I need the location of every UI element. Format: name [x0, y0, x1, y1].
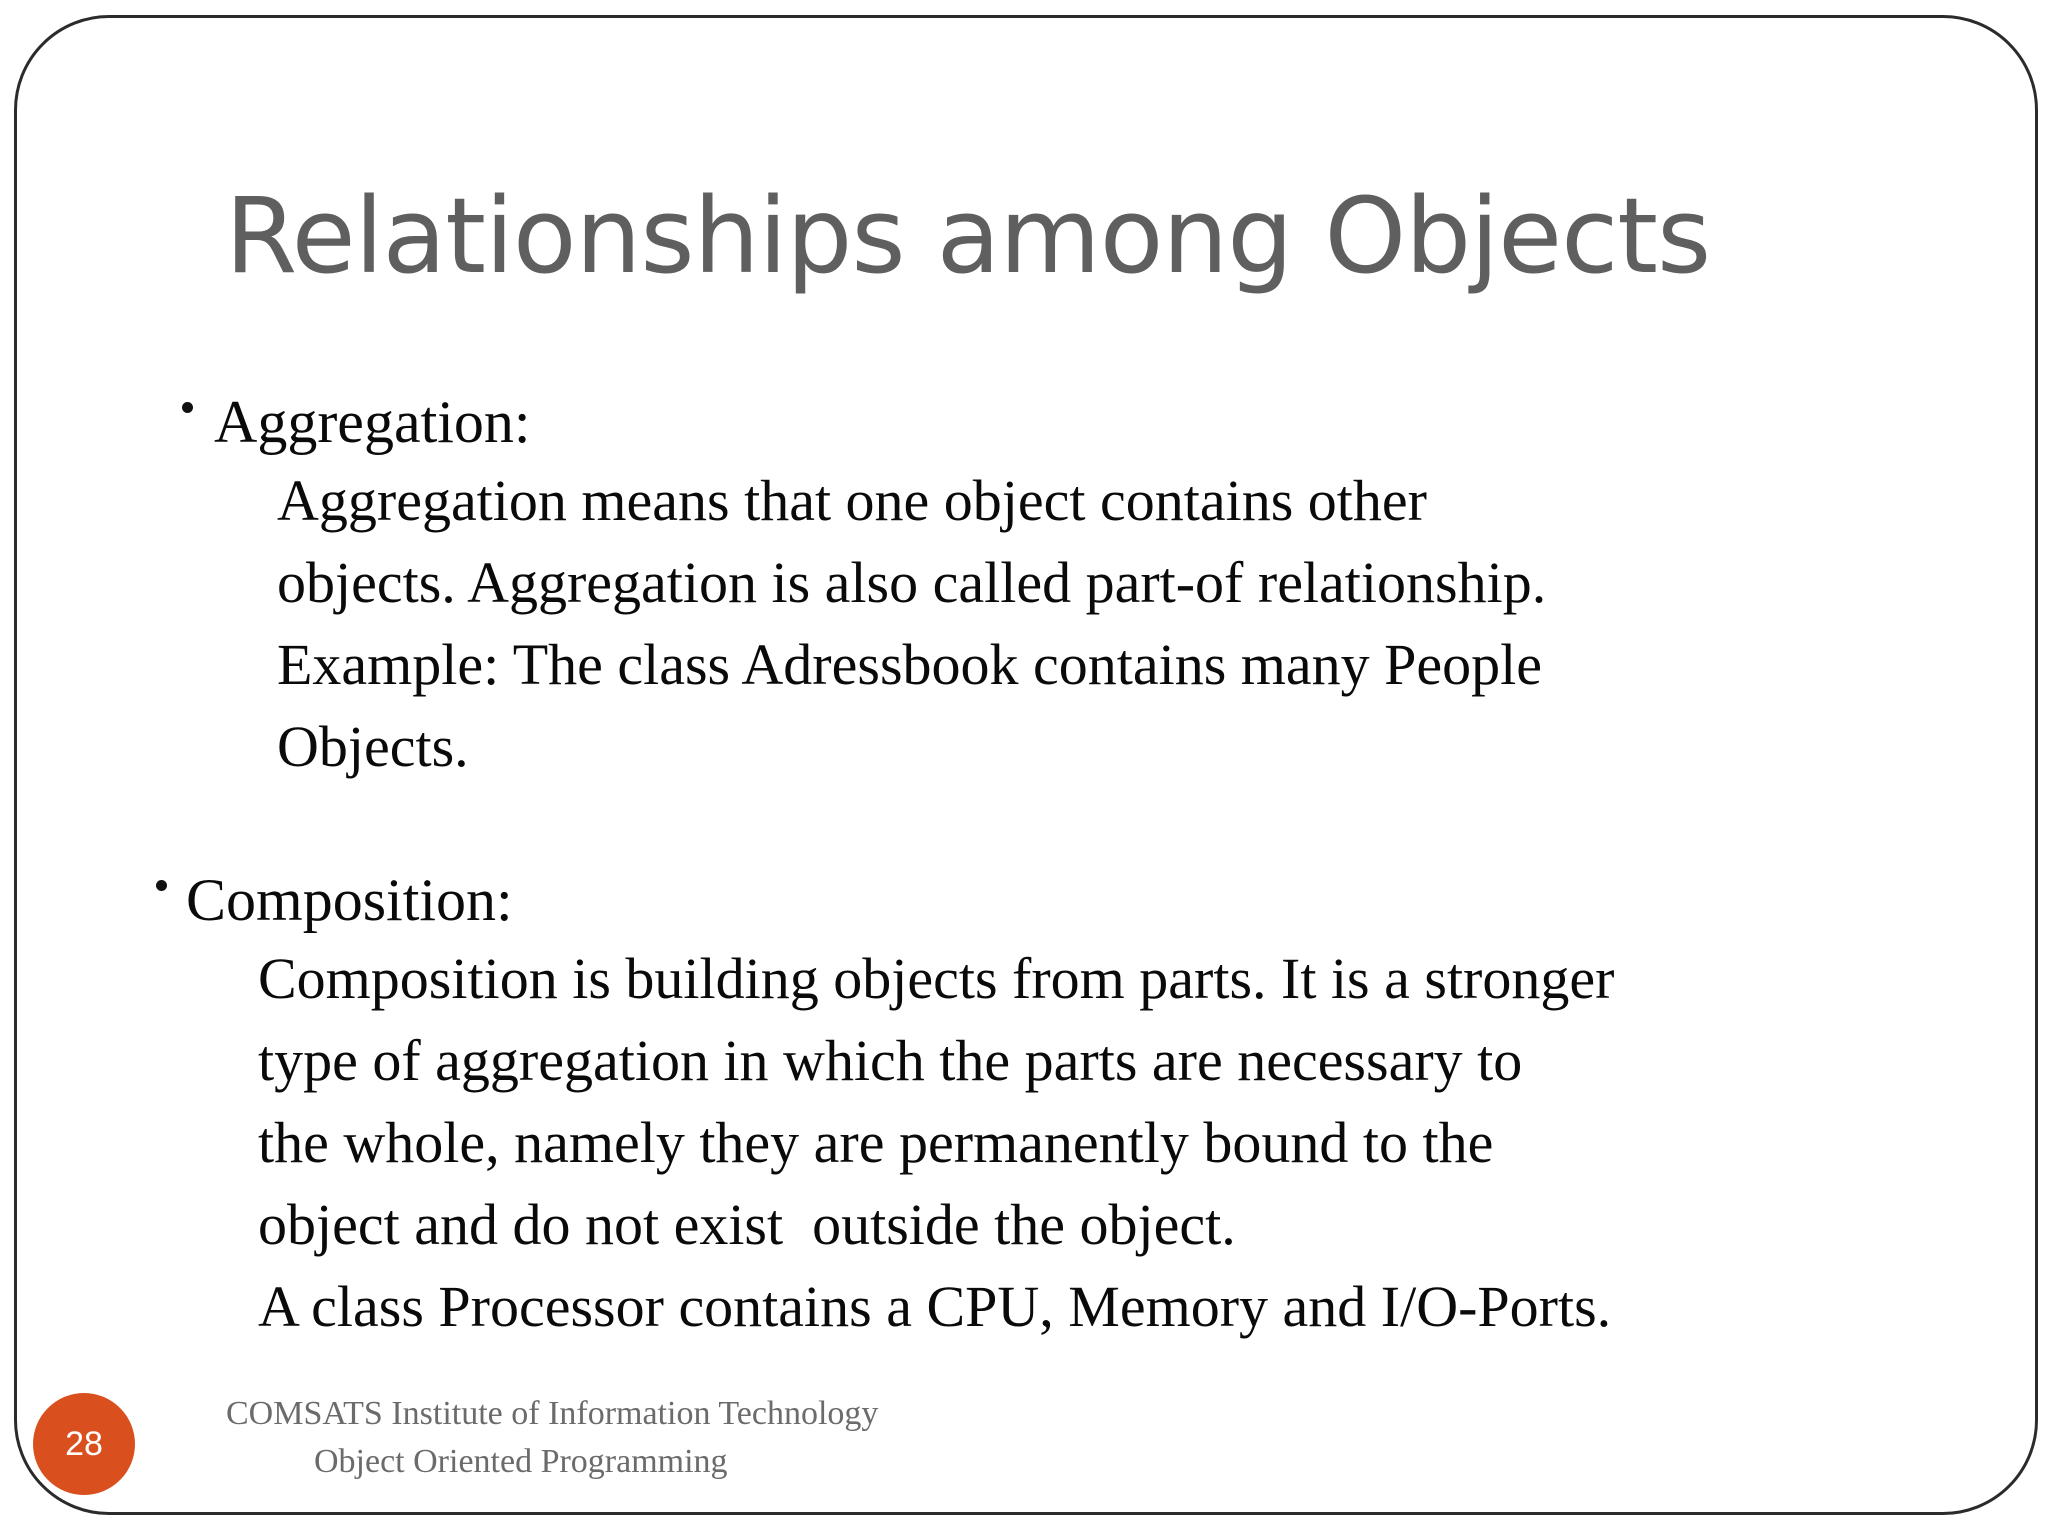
composition-line-4: object and do not exist outside the object. — [258, 1192, 1236, 1257]
aggregation-line-4: Objects. — [277, 714, 469, 779]
bullet-heading-aggregation: Aggregation: — [214, 389, 531, 455]
bullet-dot-icon — [156, 880, 167, 891]
footer-course: Object Oriented Programming — [314, 1443, 728, 1480]
slide-title: Relationships among Objects — [225, 175, 1711, 297]
aggregation-description — [277, 460, 1546, 788]
composition-line-3: the whole, namely they are permanently bound to the — [258, 1110, 1494, 1175]
composition-description — [258, 938, 1614, 1348]
composition-line-2: type of aggregation in which the parts are necessary to — [258, 1028, 1523, 1093]
aggregation-line-2: objects. Aggregation is also called part-of relationship. — [277, 550, 1547, 615]
bullet-dot-icon — [182, 402, 193, 413]
page-number-badge: 28 — [33, 1393, 135, 1495]
aggregation-line-1: Aggregation means that one object contains other — [277, 468, 1427, 533]
composition-line-1: Composition is building objects from parts. It is a stronger — [258, 946, 1615, 1011]
aggregation-line-3: Example: The class Adressbook contains many People — [277, 632, 1543, 697]
bullet-heading-composition: Composition: — [186, 867, 513, 933]
footer-institution: COMSATS Institute of Information Technology — [226, 1395, 879, 1432]
composition-line-5: A class Processor contains a CPU, Memory and I/O-Ports. — [258, 1274, 1612, 1339]
